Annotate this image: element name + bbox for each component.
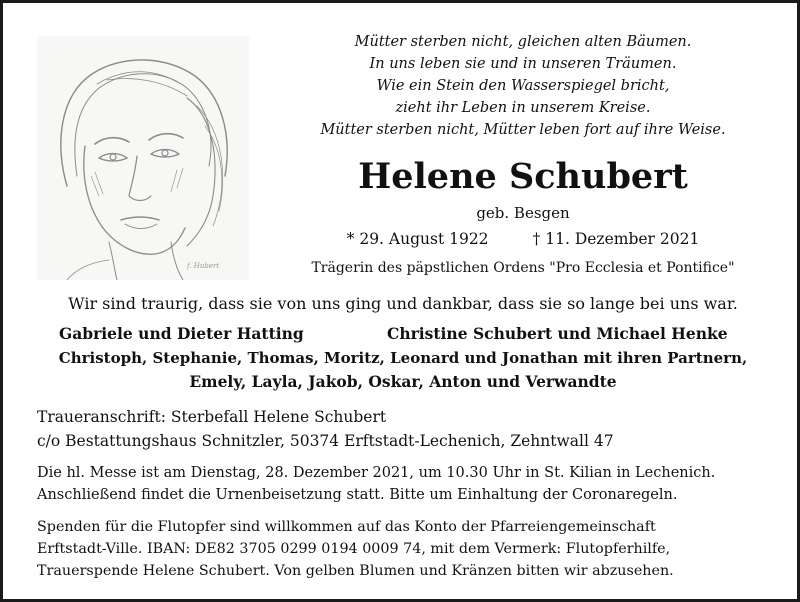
birth-date: * 29. August 1922 — [346, 230, 489, 248]
address-line: c/o Bestattungshaus Schnitzler, 50374 Erftstadt-Lechenich, Zehntwall 47 — [37, 432, 614, 450]
poem-line: Mütter sterben nicht, Mütter leben fort auf ihre Weise. — [320, 122, 726, 138]
family-great-grandchildren: Emely, Layla, Jakob, Oskar, Anton und Verwandte — [189, 372, 617, 391]
poem-line: Wie ein Stein den Wasserspiegel bricht, — [376, 78, 670, 94]
donation-info — [37, 516, 777, 582]
family-grandchildren: Christoph, Stephanie, Thomas, Moritz, Leonard und Jonathan mit ihren Partnern, — [58, 349, 748, 367]
family-couple-2: Christine Schubert und Michael Henke — [387, 324, 728, 343]
poem-line: Mütter sterben nicht, gleichen alten Bäumen. — [354, 34, 692, 50]
donation-line: Spenden für die Flutopfer sind willkommen auf das Konto der Pfarreiengemeinschaft — [37, 519, 656, 535]
poem — [273, 31, 773, 141]
deceased-name: Helene Schubert — [358, 156, 688, 197]
death-date: † 11. Dezember 2021 — [532, 230, 700, 248]
mourning-address — [37, 405, 777, 453]
mass-info — [37, 462, 777, 506]
birth-name: geb. Besgen — [476, 204, 570, 222]
donation-line: Erftstadt-Ville. IBAN: DE82 3705 0299 0194 0009 74, mit dem Vermerk: Flutopferhilfe, — [37, 541, 671, 557]
address-line: Traueranschrift: Sterbefall Helene Schubert — [37, 408, 387, 426]
family-couple-1: Gabriele und Dieter Hatting — [59, 324, 304, 343]
life-dates — [273, 228, 773, 250]
poem-line: zieht ihr Leben in unserem Kreise. — [395, 100, 651, 116]
papal-honor: Trägerin des päpstlichen Ordens "Pro Ecclesia et Pontifice" — [311, 260, 735, 276]
donation-line: Trauerspende Helene Schubert. Von gelben Blumen und Kränzen bitten wir abzusehen. — [37, 563, 674, 579]
mass-line: Die hl. Messe ist am Dienstag, 28. Dezember 2021, um 10.30 Uhr in St. Kilian in Lechenich. — [37, 465, 716, 481]
mass-line: Anschließend findet die Urnenbeisetzung statt. Bitte um Einhaltung der Coronaregeln. — [37, 487, 678, 503]
portrait-sketch — [37, 36, 249, 280]
svg-text:f. Hubert: f. Hubert — [187, 262, 220, 270]
condolence-text: Wir sind traurig, dass sie von uns ging und dankbar, dass sie so lange bei uns war. — [68, 294, 738, 313]
poem-line: In uns leben sie und in unseren Träumen. — [369, 56, 677, 72]
